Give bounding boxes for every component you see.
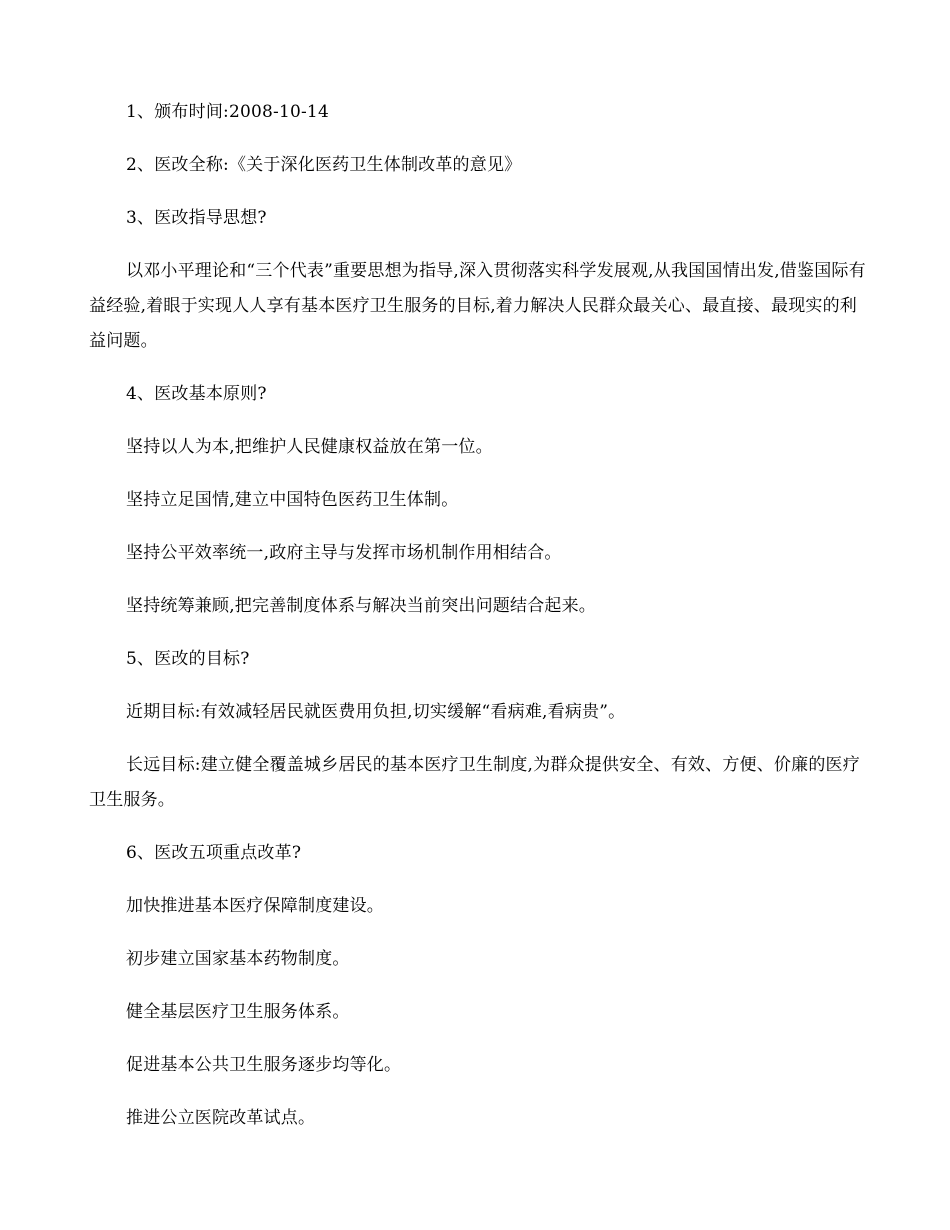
item-3-heading: 3、医改指导思想?: [126, 208, 267, 228]
reform-4: 促进基本公共卫生服务逐步均等化。: [126, 1055, 402, 1075]
reform-2: 初步建立国家基本药物制度。: [126, 949, 350, 969]
reform-1: 加快推进基本医疗保障制度建设。: [126, 896, 384, 916]
principle-3: 坚持公平效率统一,政府主导与发挥市场机制作用相结合。: [126, 543, 562, 563]
item-2-full-name: 2、医改全称:《关于深化医药卫生体制改革的意见》: [126, 155, 522, 175]
guiding-ideology-paragraph: 以邓小平理论和“三个代表”重要思想为指导,深入贯彻落实科学发展观,从我国国情出发,借鉴国际有益经验,着眼于实现人人享有基本医疗卫生服务的目标,着力解决人民群众最关心、最直接、最现实的利益问题。: [89, 261, 866, 351]
short-term-goal: 近期目标:有效减轻居民就医费用负担,切实缓解“看病难,看病贵”。: [126, 702, 626, 722]
principle-4: 坚持统筹兼顾,把完善制度体系与解决当前突出问题结合起来。: [126, 596, 597, 616]
reform-3: 健全基层医疗卫生服务体系。: [126, 1002, 350, 1022]
item-6-heading: 6、医改五项重点改革?: [126, 843, 302, 863]
item-1-release-date: 1、颁布时间:2008-10-14: [126, 102, 329, 122]
long-term-goal: 长远目标:建立健全覆盖城乡居民的基本医疗卫生制度,为群众提供安全、有效、方便、价廉的医疗卫生服务。: [89, 755, 860, 810]
item-4-heading: 4、医改基本原则?: [126, 384, 267, 404]
item-5-heading: 5、医改的目标?: [126, 649, 250, 669]
principle-2: 坚持立足国情,建立中国特色医药卫生体制。: [126, 490, 459, 510]
reform-5: 推进公立医院改革试点。: [126, 1108, 316, 1128]
principle-1: 坚持以人为本,把维护人民健康权益放在第一位。: [126, 437, 493, 457]
